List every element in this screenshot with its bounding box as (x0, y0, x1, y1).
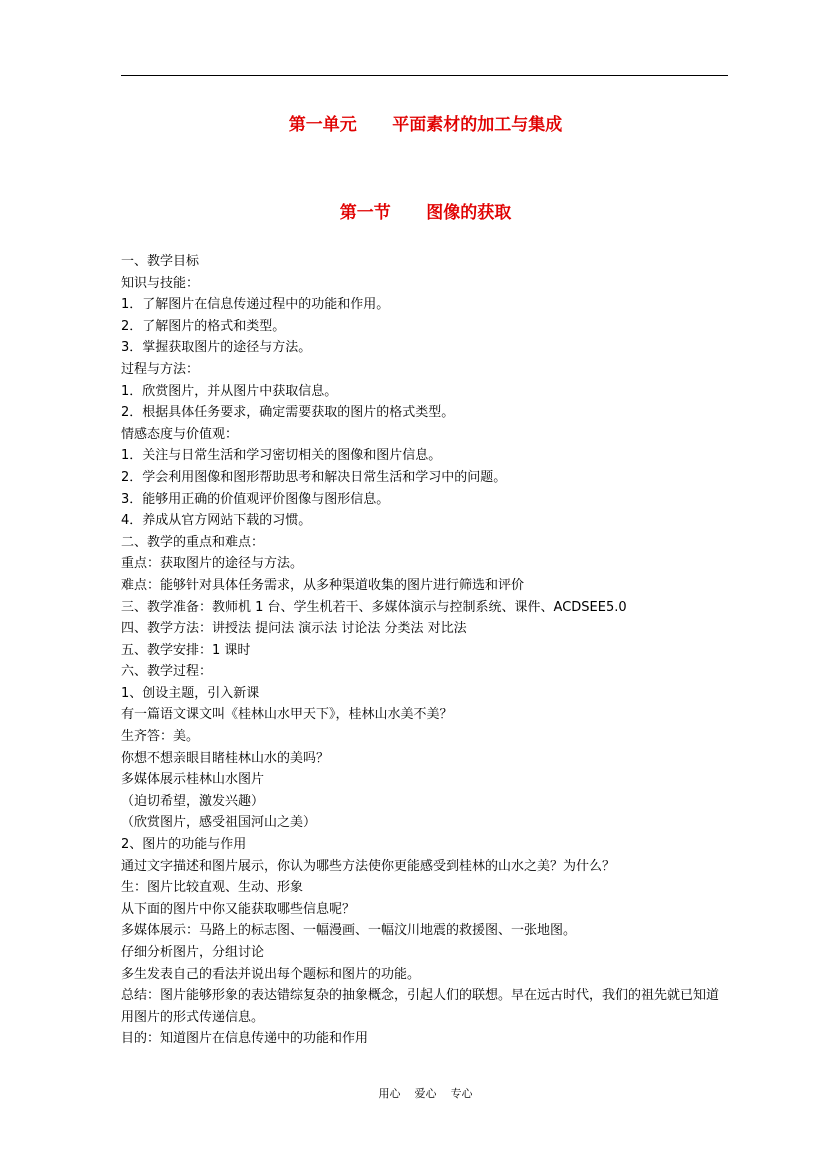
text-line: 通过文字描述和图片展示，你认为哪些方法使你更能感受到桂林的山水之美？为什么？ (121, 858, 616, 874)
text-line: 目的：知道图片在信息传递中的功能和作用 (121, 1031, 369, 1047)
text-line: 生：图片比较直观、生动、形象 (121, 880, 304, 896)
text-line: 六、教学过程： (121, 664, 213, 680)
text-line: 1．关注与日常生活和学习密切相关的图像和图片信息。 (121, 448, 442, 464)
text-line: 多媒体展示桂林山水图片 (121, 772, 265, 788)
text-line: 4．养成从官方网站下载的习惯。 (121, 513, 312, 529)
text-line: 3．掌握获取图片的途径与方法。 (121, 340, 312, 356)
text-line: 五、教学安排：1 课时 (121, 642, 251, 658)
text-line: 1．了解图片在信息传递过程中的功能和作用。 (121, 297, 390, 313)
text-line: 生齐答：美。 (121, 729, 200, 745)
text-line: 2．学会利用图像和图形帮助思考和解决日常生活和学习中的问题。 (121, 469, 507, 485)
document-body (121, 251, 731, 1050)
text-line: 难点：能够针对具体任务需求，从多种渠道收集的图片进行筛选和评价 (121, 577, 525, 593)
text-line: 你想不想亲眼目睹桂林山水的美吗？ (121, 750, 330, 766)
text-line: 多媒体展示：马路上的标志图、一幅漫画、一幅汶川地震的救援图、一张地图。 (121, 923, 577, 939)
text-line: 3．能够用正确的价值观评价图像与图形信息。 (121, 491, 390, 507)
text-line: 四、教学方法：讲授法 提问法 演示法 讨论法 分类法 对比法 (121, 621, 467, 637)
text-line: 过程与方法： (121, 361, 200, 377)
unit-title: 第一单元 平面素材的加工与集成 (288, 115, 563, 135)
text-line: 重点：获取图片的途径与方法。 (121, 556, 304, 572)
text-line: 2、图片的功能与作用 (121, 837, 247, 853)
section-title: 第一节 图像的获取 (339, 203, 512, 223)
header-rule (121, 75, 728, 76)
text-line: 一、教学目标 (121, 254, 200, 269)
text-line: 总结：图片能够形象的表达错综复杂的抽象概念，引起人们的联想。早在远古时代，我们的祖先就已知道用图片的形式传递信息。 (121, 988, 720, 1025)
text-line: 2．了解图片的格式和类型。 (121, 318, 286, 334)
text-line: 二、教学的重点和难点： (121, 534, 265, 550)
text-line: 从下面的图片中你又能获取哪些信息呢？ (121, 901, 356, 917)
page-footer: 用心 爱心 专心 (378, 1087, 473, 1100)
text-line: 1．欣赏图片，并从图片中获取信息。 (121, 383, 338, 399)
text-line: （欣赏图片，感受祖国河山之美） (121, 815, 317, 831)
text-line: 2．根据具体任务要求，确定需要获取的图片的格式类型。 (121, 405, 455, 421)
text-line: 1、创设主题，引入新课 (121, 685, 260, 701)
text-line: 多生发表自己的看法并说出每个题标和图片的功能。 (121, 966, 421, 982)
text-line: 仔细分析图片，分组讨论 (121, 945, 265, 960)
text-line: 知识与技能： (121, 275, 200, 291)
text-line: 有一篇语文课文叫《桂林山水甲天下》，桂林山水美不美？ (121, 707, 453, 723)
text-line: 三、教学准备：教师机 1 台、学生机若干、多媒体演示与控制系统、课件、ACDSEE5.0 (121, 599, 627, 615)
text-line: 情感态度与价值观： (121, 426, 239, 442)
text-line: （迫切希望，激发兴趣） (121, 793, 265, 809)
